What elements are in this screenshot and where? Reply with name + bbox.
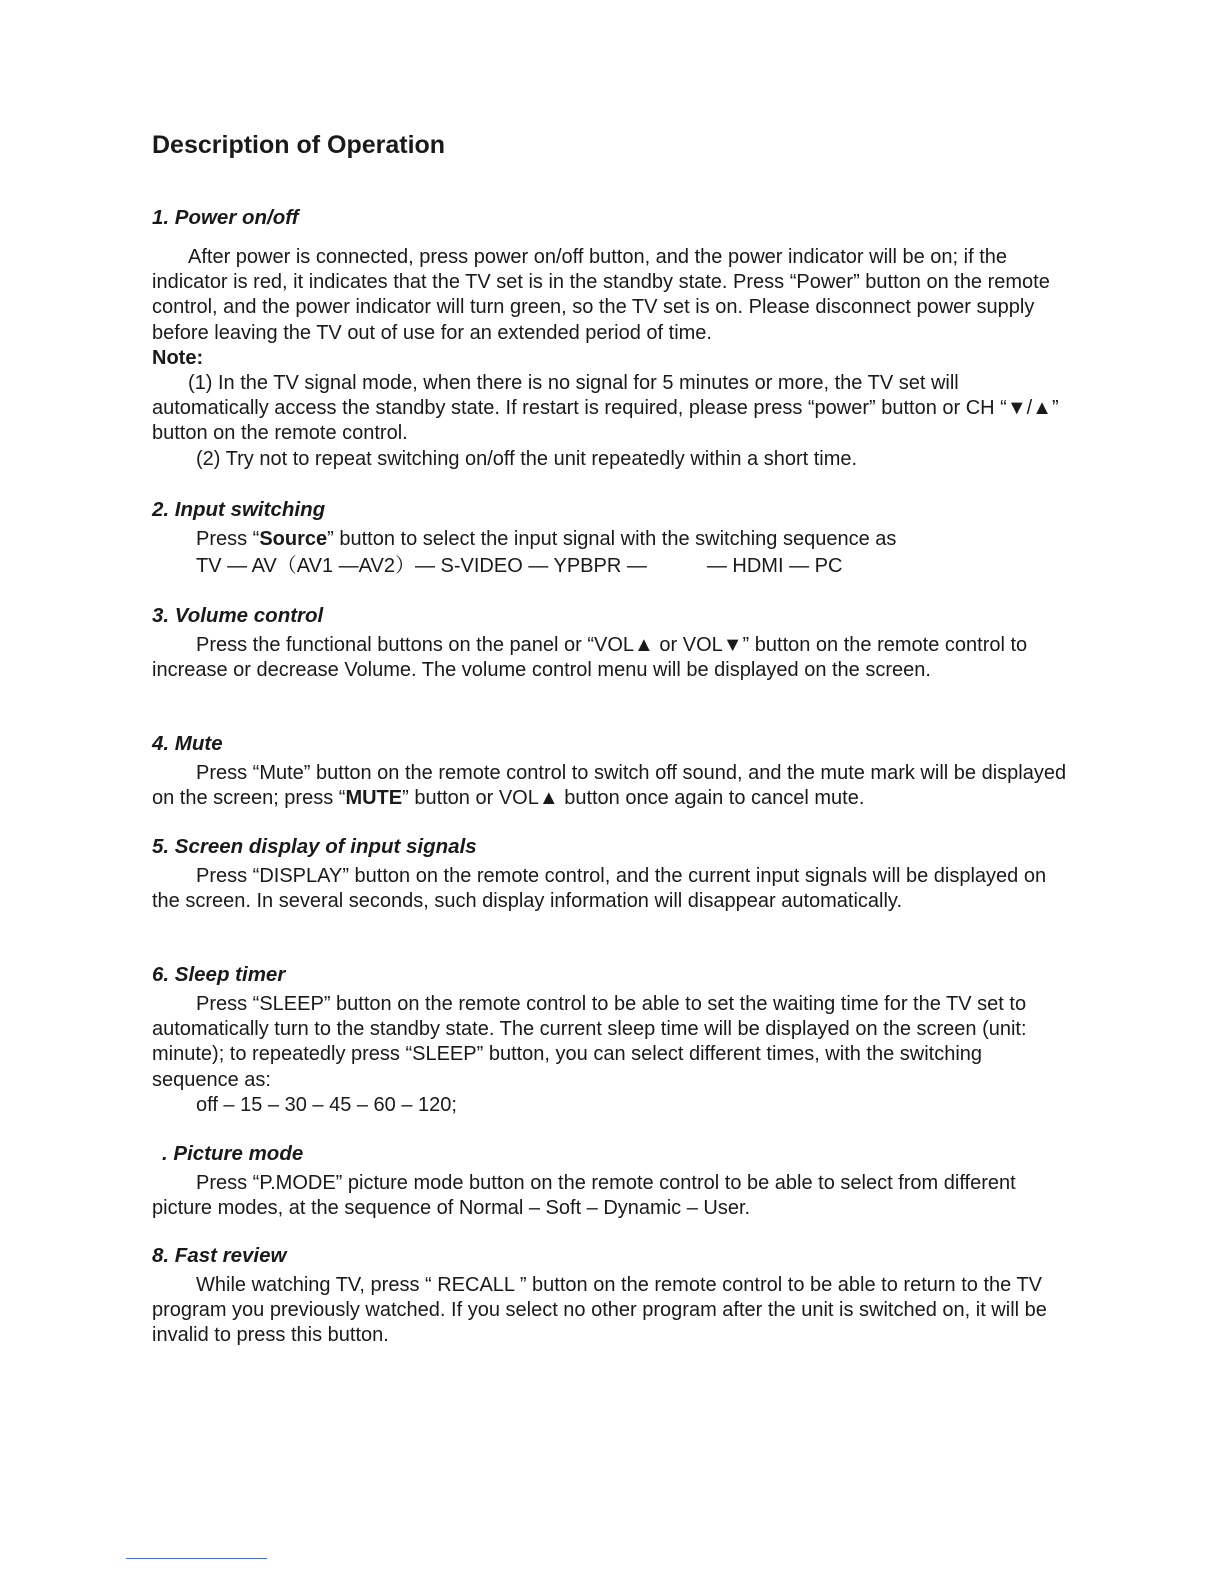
note-item: (2) Try not to repeat switching on/off the unit repeatedly within a short time.: [196, 447, 858, 470]
section-sleep-timer: [152, 962, 1067, 1118]
sequence-part: TV — AV（AV1 —AV2）— S-VIDEO — YPBPR —: [196, 555, 647, 578]
section-paragraph: [152, 527, 1067, 552]
section-picture-mode: [152, 1141, 1067, 1221]
mute-keyword: MUTE: [345, 787, 403, 810]
section-heading: 2. Input switching: [152, 498, 326, 521]
section-heading: 3. Volume control: [152, 604, 324, 627]
section-heading: . Picture mode: [162, 1142, 304, 1165]
section-paragraph: Press “DISPLAY” button on the remote control, and the current input signals will be displayed on the screen. In several seconds, such display information will disappear automatically.: [152, 865, 1047, 913]
section-mute: [152, 731, 1067, 811]
text-run: ” button or VOL▲ button once again to cancel mute.: [402, 787, 865, 810]
section-paragraph: [152, 761, 1067, 811]
source-keyword: Source: [259, 528, 328, 550]
section-power: [152, 205, 1067, 472]
text-run: Press “: [196, 528, 260, 550]
text-run: ” button to select the input signal with the switching sequence as: [327, 528, 897, 550]
section-paragraph: Press the functional buttons on the panel or “VOL▲ or VOL▼” button on the remote control to increase or decrease Volume. The volume control menu will be displayed on the screen.: [152, 634, 1028, 682]
section-screen-display: [152, 834, 1067, 914]
note-item: (1) In the TV signal mode, when there is no signal for 5 minutes or more, the TV set will automatically access the standby state. If restart is required, please press “power” button or CH “▼/▲” button on the remote control.: [152, 372, 1059, 445]
page-title: Description of Operation: [152, 131, 446, 159]
note-label: Note:: [152, 346, 204, 369]
footer-rule: [126, 1558, 267, 1559]
section-heading: 5. Screen display of input signals: [152, 835, 477, 858]
section-heading: 8. Fast review: [152, 1244, 287, 1267]
section-paragraph: Press “P.MODE” picture mode button on the remote control to be able to select from different picture modes, at the sequence of Normal – Soft – Dynamic – User.: [152, 1172, 1016, 1220]
input-sequence: [152, 554, 1067, 579]
section-heading: 1. Power on/off: [152, 206, 299, 229]
text-run: Press “Mute” button on the remote control to switch off sound, and the mute mark will be displayed on the screen; press “: [152, 762, 1067, 810]
sleep-sequence: off – 15 – 30 – 45 – 60 – 120;: [196, 1093, 457, 1116]
section-paragraph: Press “SLEEP” button on the remote control to be able to set the waiting time for the TV set to automatically turn to the standby state. The current sleep time will be displayed on the screen (unit: minute); to repeatedly press “SLEEP” button, you can select different times, with the switching sequence as:: [152, 993, 1027, 1091]
section-input-switching: [152, 497, 1067, 579]
section-fast-review: [152, 1243, 1067, 1349]
section-heading: 4. Mute: [152, 732, 223, 755]
section-paragraph: After power is connected, press power on/off button, and the power indicator will be on; if the indicator is red, it indicates that the TV set is in the standby state. Press “Power” button on the remote control, and the power indicator will turn green, so the TV set is on. Please disconnect power supply before leaving the TV out of use for an extended period of time.: [152, 246, 1050, 344]
section-volume-control: [152, 603, 1067, 683]
section-paragraph: While watching TV, press “ RECALL ” button on the remote control to be able to return to the TV program you previously watched. If you select no other program after the unit is switched on, it will be invalid to press this button.: [152, 1274, 1047, 1347]
sequence-part: — HDMI — PC: [706, 555, 843, 578]
section-heading: 6. Sleep timer: [152, 963, 286, 986]
